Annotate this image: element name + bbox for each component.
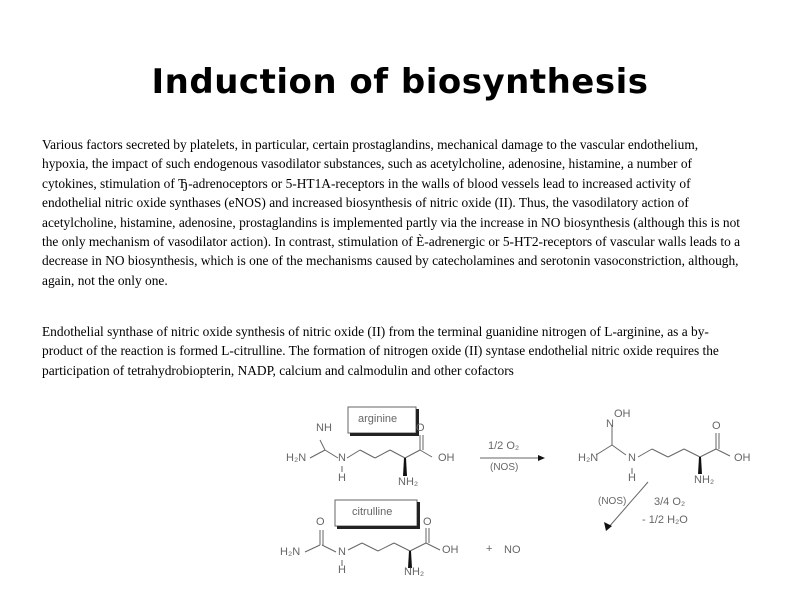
atom-h2n-product: H₂N	[578, 452, 599, 464]
no-synthesis-reaction-diagram	[280, 400, 780, 580]
atom-o-citrulline-acid: O	[423, 516, 432, 528]
atom-nh2-citrulline: NH₂	[404, 566, 425, 578]
atom-n-oh: OH	[614, 408, 631, 420]
atom-oh-product: OH	[734, 452, 751, 464]
atom-n-product: N	[628, 452, 636, 464]
nitric-oxide-product: NO	[504, 544, 521, 556]
atom-h2n: H₂N	[286, 452, 307, 464]
atom-h-product: H	[628, 472, 636, 484]
step2-enzyme-label: (NOS)	[598, 496, 627, 507]
atom-h: H	[338, 472, 346, 484]
step2-water-label: - 1/2 H₂O	[642, 514, 688, 526]
slide-title: Induction of biosynthesis	[151, 62, 649, 102]
atom-o-product: O	[712, 420, 721, 432]
atom-n: N	[338, 452, 346, 464]
atom-n-hydroxy: N	[606, 418, 614, 430]
atom-nh: NH	[316, 422, 332, 434]
plus-sign: +	[486, 543, 493, 555]
atom-oh: OH	[438, 452, 455, 464]
step1-oxygen-label: 1/2 O₂	[488, 440, 520, 452]
atom-nh2-product: NH₂	[694, 474, 715, 486]
paragraph-induction-factors: Various factors secreted by platelets, in particular, certain prostaglandins, mechanical damage to the vascular endothelium, hypoxia, the impact of such endogenous vasodilator substances, such as acetylcholine, adenosine, histamine, a number of cytokines, stimulation of Ђ-adrenoceptors or 5-HT1A-receptors in the walls of blood vessels lead to increased activity of endothelial nitric oxide synthases (eNOS) and increased biosynthesis of nitric oxide (II). Thus, the vasodilatory action of acetylcholine, histamine, adenosine, prostaglandins is implemented partly via the increase in NO biosynthesis (although this is not the only mechanism of vasodilator action). In contrast, stimulation of È-adrenergic or 5-HT2-receptors of vascular walls leads to a decrease in NO biosynthesis, which is one of the mechanisms caused by catecholamines and serotonin vasoconstriction, although, again, not the only one.	[42, 137, 741, 288]
atom-h2n-citrulline: H₂N	[280, 546, 301, 558]
atom-nh2: NH₂	[398, 476, 419, 488]
atom-n-citrulline: N	[338, 546, 346, 558]
citrulline-box-label: citrulline	[352, 506, 393, 518]
arginine-box-label: arginine	[358, 413, 398, 425]
atom-o: O	[416, 422, 425, 434]
atom-h-citrulline: H	[338, 564, 346, 576]
step2-oxygen-label: 3/4 O₂	[654, 496, 686, 508]
step1-enzyme-label: (NOS)	[490, 462, 519, 473]
paragraph-endothelial-synthase: Endothelial synthase of nitric oxide synthesis of nitric oxide (II) from the terminal guanidine nitrogen of L-arginine, as a by-product of the reaction is formed L-citrulline. The formation of nitrogen oxide (II) syntase endothelial nitric oxide requires the participation of tetrahydrobiopterin, NADP, calcium and calmodulin and other cofactors	[42, 324, 719, 378]
atom-oh-citrulline: OH	[442, 544, 459, 556]
atom-o-citrulline-urea: O	[316, 516, 325, 528]
